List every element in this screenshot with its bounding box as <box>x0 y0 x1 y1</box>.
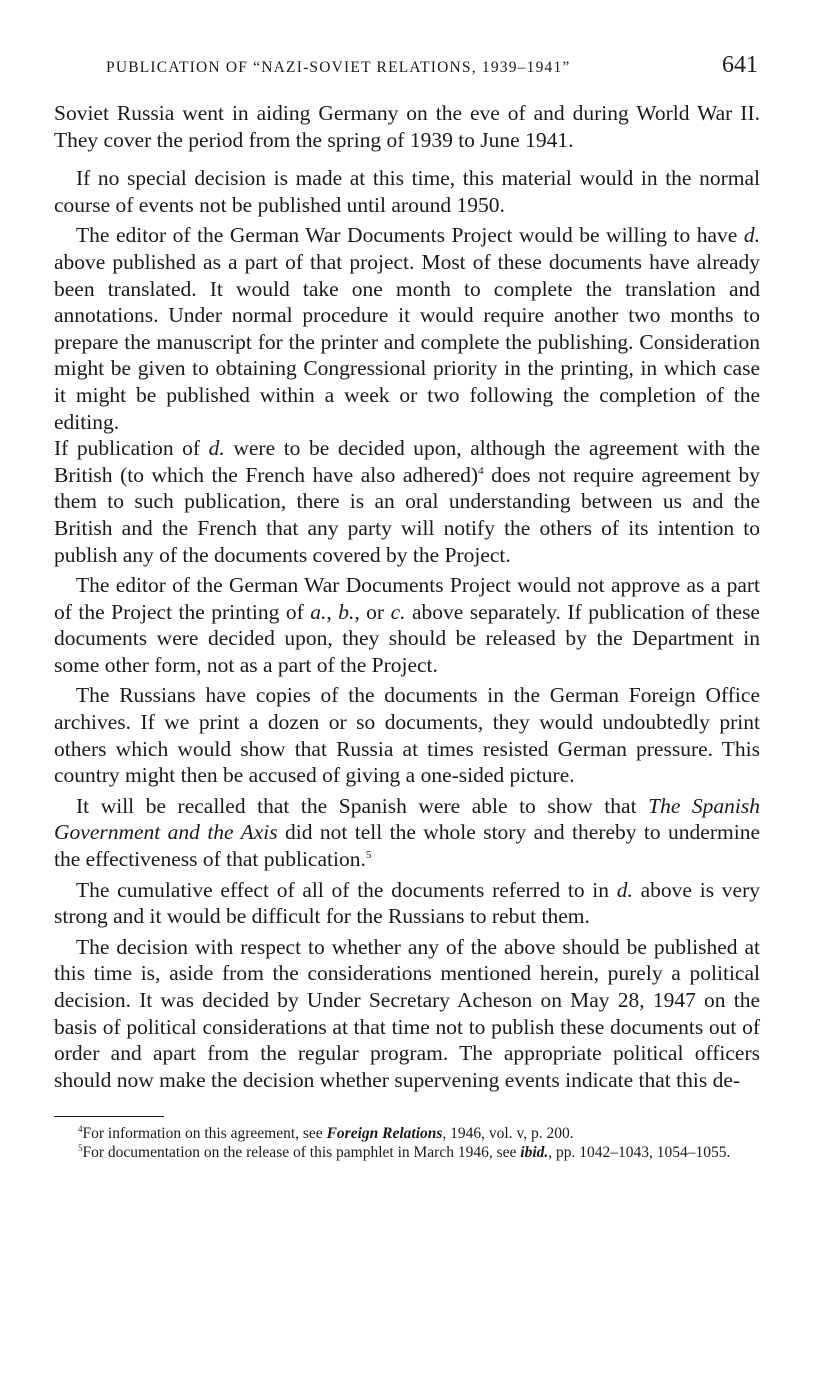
text-run: The editor of the German War Documents Project would not approve as a part of the Project the printing of <box>54 573 760 624</box>
text-run: The editor of the German War Documents Project would be willing to have <box>76 223 744 248</box>
page-header <box>54 52 760 92</box>
text-run: The cumulative effect of all of the documents referred to in <box>76 877 617 902</box>
italic-title: The Spanish Government and the Axis <box>54 793 761 845</box>
italic-reference: b. <box>338 599 355 624</box>
paragraph <box>54 877 760 930</box>
paragraph <box>54 572 760 678</box>
italic-title: ibid. <box>520 1143 549 1161</box>
footnote-ref: 4 <box>478 464 484 477</box>
paragraph-continued: Soviet Russia went in aiding Germany on the eve of and during World War II. They cover the period from the spring of 1939 to June 1941. <box>54 101 760 152</box>
text-run: , or <box>354 599 391 624</box>
footnote-ref: 5 <box>365 848 372 861</box>
italic-reference: a. <box>310 599 327 624</box>
text-run: , pp. 1042–1043, 1054–1055. <box>548 1143 731 1161</box>
text-run: It will be recalled that the Spanish were able to show that <box>76 793 649 818</box>
text-run: above separately. If publication of these documents were decided upon, they should be released by the Department in some other form, not as a part of the Project. <box>54 599 760 677</box>
italic-reference: d. <box>208 436 225 461</box>
text-run: above is very strong and it would be difficult for the Russians to rebut them. <box>54 877 760 929</box>
text-run: does not require agreement by them to such publication, there is an oral understanding between us and the British and the French that any party will notify the others of its intention to publish any of the documents covered by the Project. <box>54 462 760 567</box>
paragraph: If no special decision is made at this time, this material would in the normal course of events not be published until around 1950. <box>54 166 760 217</box>
footnotes <box>54 1125 760 1162</box>
footnote-marker: 5 <box>78 1142 83 1153</box>
text-run: , 1946, vol. v, p. 200. <box>442 1125 574 1143</box>
text-run: , <box>326 599 339 624</box>
footnote-divider <box>54 1116 164 1117</box>
paragraph <box>54 222 760 435</box>
document-page <box>54 52 760 1162</box>
text-run: For documentation on the release of this pamphlet in March 1946, see <box>82 1143 521 1161</box>
paragraph <box>54 793 760 873</box>
page-number: 641 <box>722 52 758 78</box>
footnote-5 <box>54 1144 760 1163</box>
paragraph <box>54 435 760 568</box>
footnote-4 <box>54 1125 760 1144</box>
italic-reference: d. <box>616 877 633 902</box>
text-run: above published as a part of that project. Most of these documents have already been translated. It would take one month to complete the translation and annotations. Under normal procedure it would require another two months to prepare the manuscript for the printer and complete the publishing. Consideration might be given to obtaining Congressional priority in the printing, in which case it might be published within a week or two following the completion of the editing. <box>54 249 760 434</box>
text-run: were to be decided upon, although the agreement with the British (to which the French have also adhered) <box>54 436 760 487</box>
text-run: If publication of <box>54 436 209 461</box>
text-run: For information on this agreement, see <box>82 1125 327 1143</box>
italic-title: Foreign Relations <box>326 1125 443 1143</box>
italic-reference: d. <box>743 223 760 248</box>
italic-reference: c. <box>390 599 406 624</box>
running-title: PUBLICATION OF “NAZI-SOVIET RELATIONS, 1939–1941” <box>106 59 571 76</box>
text-run: did not tell the whole story and thereby to undermine the effectiveness of that publication. <box>54 820 760 872</box>
footnote-marker: 4 <box>78 1124 83 1135</box>
paragraph: The decision with respect to whether any of the above should be published at this time is, aside from the considerations mentioned herein, purely a political decision. It was decided by Under Secretary Acheson on May 28, 1947 on the basis of political considerations at that time not to publish these documents out of order and apart from the regular program. The appropriate political officers should now make the decision whether supervening events indicate that this de- <box>54 934 760 1092</box>
body-text <box>54 100 760 1093</box>
paragraph: The Russians have copies of the documents in the German Foreign Office archives. If we print a dozen or so documents, they would undoubtedly print others which would show that Russia at times resisted German pressure. This country might then be accused of giving a one-sided picture. <box>54 683 760 788</box>
